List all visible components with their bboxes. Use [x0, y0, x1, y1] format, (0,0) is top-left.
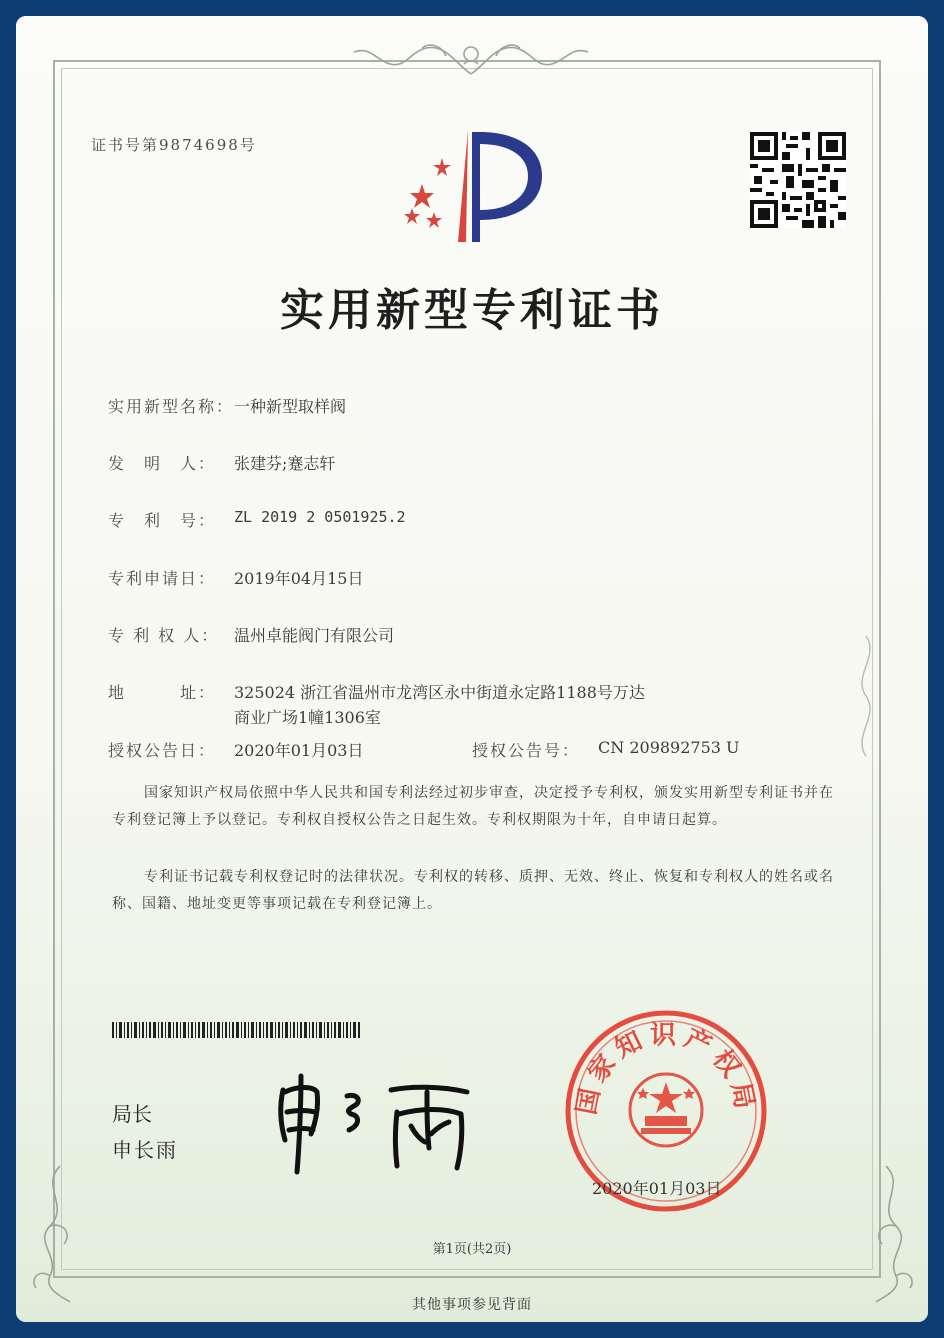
certificate-number: 证书号第9874698号 [91, 136, 257, 154]
patentee-label: 专 利 权 人： [108, 626, 220, 645]
certificate-frame [16, 16, 928, 1322]
patentee-value: 温州卓能阀门有限公司 [234, 626, 395, 645]
grant-date-label: 授权公告日： [108, 741, 217, 760]
barcode-icon [112, 1022, 362, 1038]
address-label: 地 址： [108, 683, 217, 702]
official-title: 局长 [112, 1102, 152, 1126]
address-value-line2: 商业广场1幢1306室 [234, 708, 381, 727]
inventor-value: 张建芬;蹇志轩 [234, 454, 336, 473]
top-ornament-icon [346, 34, 596, 78]
qr-code-icon [750, 132, 846, 228]
address-value-line1: 325024 浙江省温州市龙湾区永中街道永定路1188号万达 [234, 683, 645, 702]
official-name: 申长雨 [112, 1138, 178, 1162]
page-info: 第1页(共2页) [432, 1242, 512, 1257]
certificate-paragraph-2: 专利证书记载专利权登记时的法律状况。专利权的转移、质押、无效、终止、恢复和专利权人的姓名或名称、国籍、地址变更等事项记载在专利登记簿上。 [112, 869, 834, 912]
inventor-label: 发 明 人： [108, 454, 217, 473]
bottom-left-ornament-icon [20, 1156, 100, 1306]
bottom-right-ornament-icon [846, 1156, 926, 1306]
back-note: 其他事项参见背面 [412, 1297, 532, 1313]
filing-date-label: 专利申请日： [108, 569, 217, 588]
seal-text: 国家知识产权局 [571, 1020, 761, 1118]
cnipa-emblem-icon [396, 124, 546, 249]
utility-model-name-label: 实用新型名称： [108, 397, 235, 416]
grant-number-label: 授权公告号： [472, 741, 581, 760]
certificate-paragraph-1: 国家知识产权局依照中华人民共和国专利法经过初步审查，决定授予专利权，颁发实用新型专利证书并在专利登记簿上予以登记。专利权自授权公告之日起生效。专利权期限为十年，自申请日起算。 [112, 785, 834, 828]
handwritten-signature-icon [271, 1068, 491, 1178]
grant-number-value: CN 209892753 U [598, 738, 740, 757]
filing-date-value: 2019年04月15日 [234, 569, 364, 588]
patent-number-value: ZL 2019 2 0501925.2 [234, 508, 406, 526]
seal-date: 2020年01月03日 [592, 1179, 722, 1198]
certificate-title: 实用新型专利证书 [280, 285, 664, 336]
grant-date-value: 2020年01月03日 [234, 741, 364, 760]
certificate-paper [16, 16, 928, 1322]
right-side-ornament-icon [846, 636, 886, 756]
utility-model-name-value: 一种新型取样阀 [234, 397, 347, 416]
patent-number-label: 专 利 号： [108, 511, 217, 530]
